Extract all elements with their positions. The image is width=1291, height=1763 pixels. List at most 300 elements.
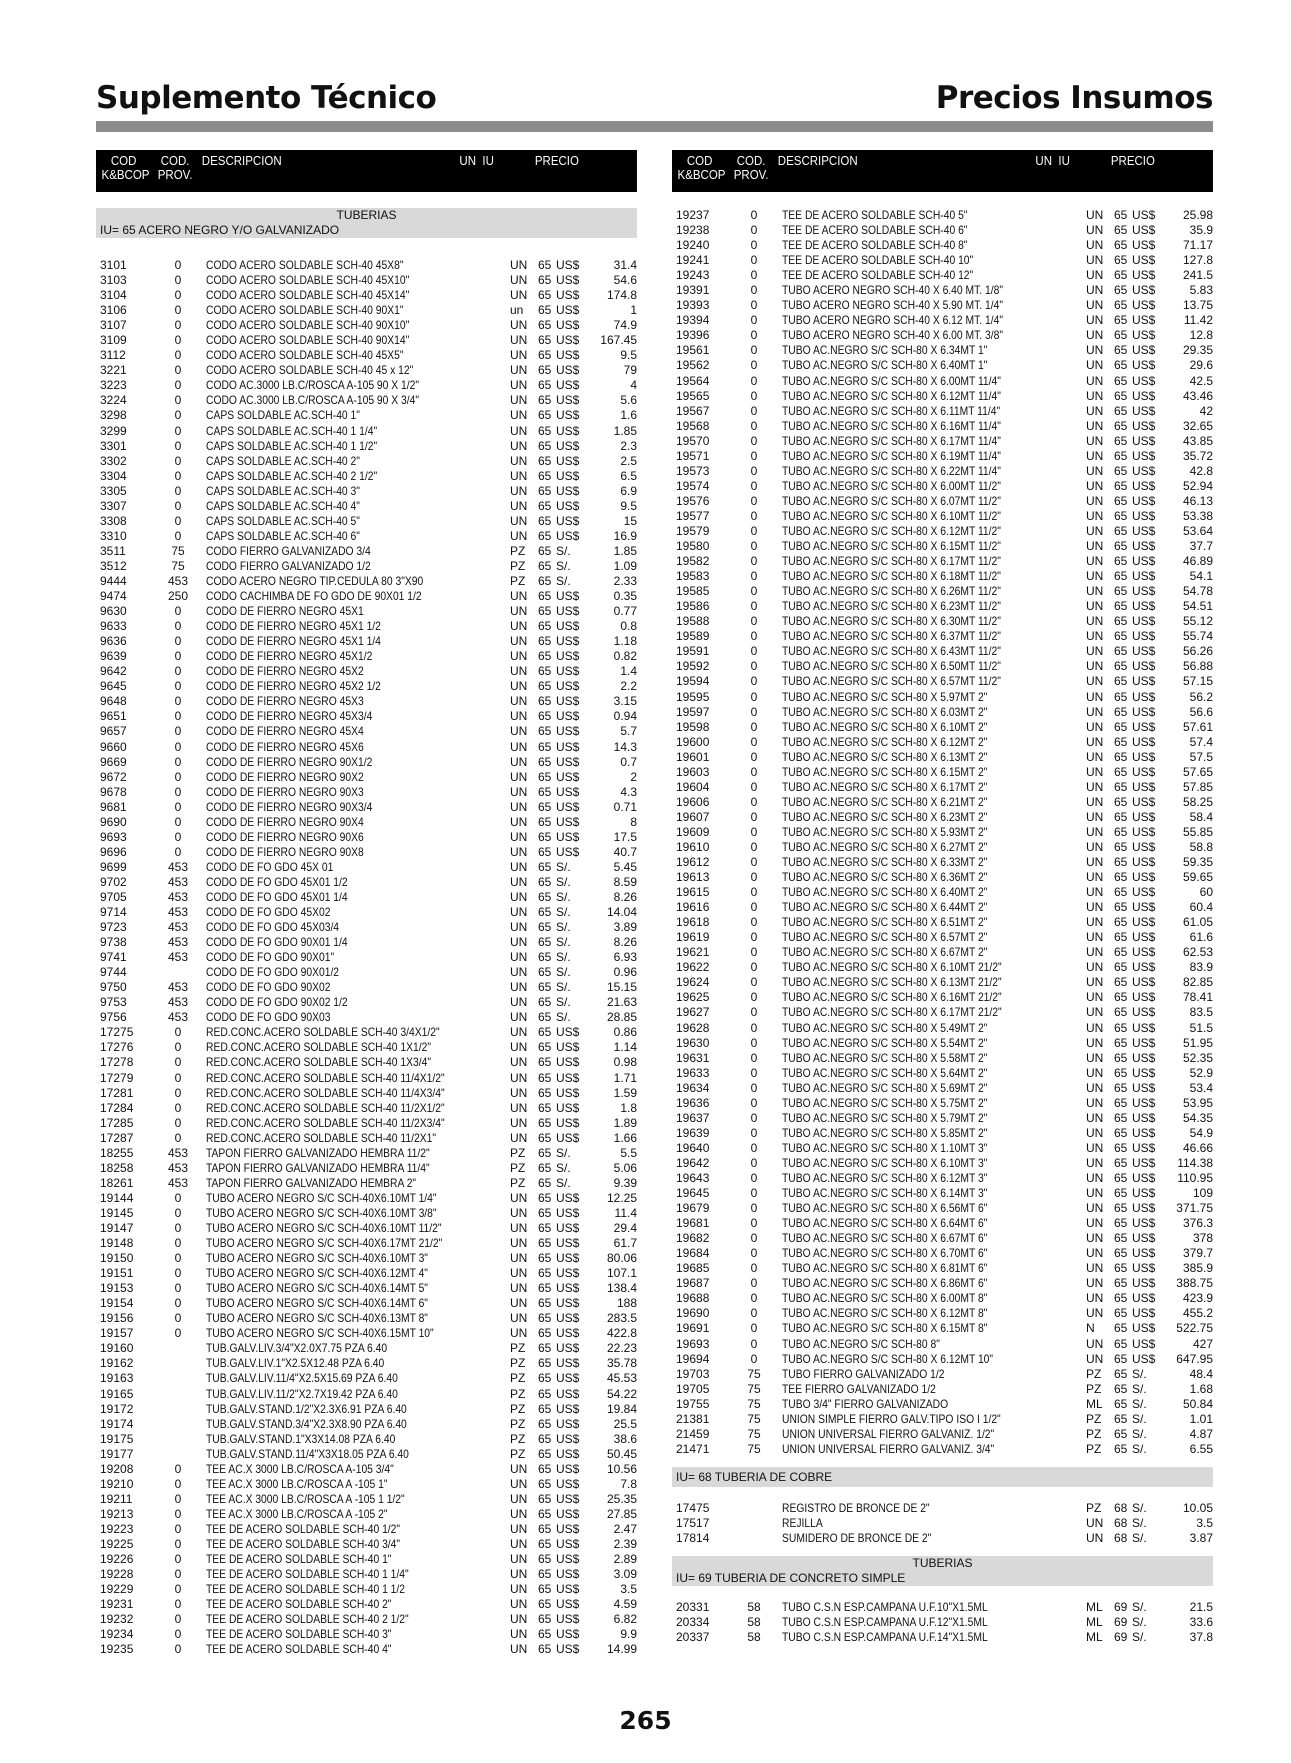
currency-cell: US$ (556, 453, 580, 468)
prov-cell: 0 (174, 423, 182, 438)
table-row (96, 288, 637, 303)
iu-cell: 65 (1114, 1291, 1128, 1306)
cod-cell: 19592 (676, 659, 710, 674)
unit-cell: UN (1086, 794, 1104, 809)
iu-cell: 65 (538, 438, 552, 453)
currency-cell: US$ (556, 1506, 580, 1521)
cod-cell: 19640 (676, 1140, 710, 1155)
price-cell: 13.75 (1182, 298, 1213, 313)
cod-cell: 17287 (100, 1130, 134, 1145)
table-row (96, 1477, 637, 1492)
prov-cell: 0 (750, 1186, 758, 1201)
price-cell: 1.18 (613, 634, 637, 649)
currency-cell: US$ (1132, 328, 1156, 343)
description-cell: CODO DE FO GDO 45X01 1/4 (206, 889, 348, 904)
currency-cell: S/. (556, 573, 571, 588)
cod-cell: 19594 (676, 674, 710, 689)
currency-cell: US$ (1132, 1080, 1156, 1095)
table-row (96, 1326, 637, 1341)
unit-cell: PZ (510, 1145, 526, 1160)
iu-cell: 65 (538, 889, 552, 904)
cod-cell: 3223 (100, 378, 127, 393)
currency-cell: US$ (556, 1070, 580, 1085)
prov-cell: 453 (168, 950, 189, 965)
price-cell: 0.35 (613, 589, 637, 604)
page-number: 265 (619, 1706, 672, 1735)
description-cell: CODO AC.3000 LB.C/ROSCA A-105 90 X 1/2" (206, 378, 420, 393)
iu-cell: 65 (1114, 749, 1128, 764)
cod-cell: 19631 (676, 1050, 710, 1065)
iu-cell: 65 (538, 1281, 552, 1296)
currency-cell: US$ (1132, 493, 1156, 508)
currency-cell: US$ (1132, 1336, 1156, 1351)
unit-cell: UN (1086, 930, 1104, 945)
prov-cell: 0 (174, 468, 182, 483)
unit-cell: UN (510, 1597, 528, 1612)
unit-cell: UN (510, 498, 528, 513)
prov-cell: 0 (174, 1221, 182, 1235)
description-cell: TUBO AC.NEGRO S/C SCH-80 X 6.12MT 11/2" (782, 523, 1001, 538)
unit-cell: UN (510, 1296, 528, 1311)
prov-cell: 0 (750, 373, 758, 388)
cod-cell: 19151 (100, 1266, 134, 1281)
prov-cell: 0 (750, 569, 758, 584)
prov-cell: 0 (750, 779, 758, 794)
cod-cell: 19568 (676, 418, 710, 433)
price-cell: 46.89 (1182, 554, 1213, 569)
currency-cell: US$ (1132, 569, 1156, 584)
description-cell: TUBO AC.NEGRO S/C SCH-80 X 6.67MT 6" (782, 1231, 988, 1246)
unit-cell: UN (510, 980, 528, 995)
price-cell: 16.9 (613, 528, 637, 543)
price-cell: 71.17 (1182, 238, 1213, 253)
unit-cell: UN (510, 348, 528, 363)
cod-cell: 19622 (676, 960, 710, 975)
currency-cell: US$ (1132, 208, 1156, 222)
cod-cell: 19564 (676, 373, 710, 388)
section-title: TUBERIAS (912, 1556, 973, 1571)
description-cell: CODO DE FIERRO NEGRO 45X6 (206, 739, 364, 754)
currency-cell: US$ (1132, 975, 1156, 990)
cod-cell: 3224 (100, 393, 127, 408)
price-cell: 31.4 (613, 258, 637, 272)
prov-cell: 58 (747, 1615, 761, 1630)
price-cell: 80.06 (606, 1251, 637, 1266)
unit-cell: UN (1086, 1306, 1104, 1321)
currency-cell: US$ (556, 333, 580, 348)
price-cell: 57.85 (1182, 779, 1213, 794)
price-cell: 1.6 (620, 408, 637, 423)
iu-cell: 65 (1114, 1306, 1128, 1321)
prov-cell: 0 (750, 1095, 758, 1110)
price-cell: 11.42 (1183, 313, 1213, 328)
currency-cell: S/. (1132, 1426, 1147, 1441)
iu-cell: 65 (538, 318, 552, 333)
price-cell: 1.59 (613, 1085, 637, 1100)
iu-cell: 65 (1114, 674, 1128, 689)
cod-cell: 19226 (100, 1552, 134, 1567)
prov-cell: 0 (750, 448, 758, 463)
cod-cell: 19645 (676, 1186, 710, 1201)
table-row (96, 1055, 637, 1070)
description-cell: TUBO AC.NEGRO S/C SCH-80 X 6.10MT 3" (782, 1155, 988, 1170)
iu-cell: 65 (1114, 1186, 1128, 1201)
price-cell: 6.82 (613, 1612, 637, 1627)
prov-cell: 0 (174, 784, 182, 799)
price-cell: 2.33 (613, 573, 637, 588)
table-row (96, 800, 637, 815)
iu-cell: 65 (1114, 584, 1128, 599)
price-cell: 423.9 (1182, 1291, 1213, 1306)
table-row (672, 915, 1213, 930)
currency-cell: US$ (556, 483, 580, 498)
cod-cell: 19228 (100, 1567, 134, 1582)
cod-cell: 19639 (676, 1125, 710, 1140)
iu-cell: 65 (1114, 1336, 1128, 1351)
cod-cell: 19235 (100, 1642, 134, 1657)
unit-cell: UN (1086, 990, 1104, 1005)
iu-cell: 65 (538, 408, 552, 423)
table-row (672, 328, 1213, 343)
table-row (96, 363, 637, 378)
table-row (96, 1507, 637, 1522)
currency-cell: US$ (556, 1416, 580, 1431)
price-cell: 2.39 (613, 1536, 637, 1551)
iu-cell: 65 (538, 1205, 552, 1220)
prov-cell: 0 (174, 709, 182, 724)
table-row (672, 1156, 1213, 1171)
currency-cell: US$ (1132, 794, 1156, 809)
price-cell: 174.8 (606, 288, 637, 303)
unit-cell: UN (510, 679, 528, 694)
description-cell: TUBO AC.NEGRO S/C SCH-80 X 6.57MT 2" (782, 930, 988, 945)
price-cell: 4.59 (613, 1597, 637, 1612)
table-row (672, 1261, 1213, 1276)
iu-cell: 65 (538, 1175, 552, 1190)
description-cell: TUBO AC.NEGRO S/C SCH-80 X 6.10MT 2" (782, 719, 988, 734)
price-cell: 427 (1192, 1336, 1213, 1351)
prov-cell: 0 (750, 824, 758, 839)
prov-cell: 0 (750, 554, 758, 569)
unit-cell: UN (510, 1521, 528, 1536)
description-cell: TUBO AC.NEGRO S/C SCH-80 X 6.26MT 11/2" (782, 584, 1001, 599)
prov-cell: 75 (747, 1426, 761, 1441)
cod-cell: 19612 (676, 855, 710, 870)
unit-cell: UN (1086, 448, 1104, 463)
cod-cell: 19561 (676, 343, 710, 358)
price-cell: 46.13 (1182, 493, 1213, 508)
prov-cell: 0 (750, 418, 758, 433)
cod-cell: 19616 (676, 900, 710, 915)
iu-cell: 69 (1114, 1600, 1128, 1615)
unit-cell: UN (1086, 343, 1104, 358)
price-cell: 5.06 (613, 1160, 637, 1175)
table-row (672, 1337, 1213, 1352)
table-row (96, 965, 637, 980)
currency-cell: US$ (1132, 1291, 1156, 1306)
price-cell: 12.8 (1189, 328, 1213, 343)
cod-cell: 19175 (100, 1431, 134, 1446)
description-cell: CODO DE FIERRO NEGRO 45X2 1/2 (206, 679, 381, 694)
col-header-cod: COD K&BCOP (101, 154, 150, 182)
iu-cell: 65 (1114, 358, 1128, 373)
currency-cell: US$ (556, 799, 580, 814)
price-cell: 127.8 (1182, 253, 1213, 268)
currency-cell: S/. (556, 1175, 571, 1190)
table-header (96, 150, 637, 192)
cod-cell: 3301 (100, 438, 127, 453)
prov-cell: 0 (750, 433, 758, 448)
section-subtitle: IU= 69 TUBERIA DE CONCRETO SIMPLE (676, 1571, 906, 1586)
iu-cell: 65 (538, 1386, 552, 1401)
iu-cell: 65 (538, 1582, 552, 1597)
currency-cell: S/. (1132, 1615, 1147, 1630)
cod-cell: 9660 (100, 739, 127, 754)
description-cell: TUBO AC.NEGRO S/C SCH-80 X 6.13MT 2" (782, 749, 988, 764)
col-header-un: UN (459, 154, 477, 168)
prov-cell: 0 (174, 1100, 182, 1115)
prov-cell: 0 (750, 283, 758, 298)
cod-cell: 19562 (676, 358, 710, 373)
currency-cell: US$ (1132, 1186, 1156, 1201)
prov-cell: 453 (168, 905, 189, 920)
price-cell: 54.78 (1182, 584, 1213, 599)
cod-cell: 19604 (676, 779, 710, 794)
iu-cell: 65 (1114, 990, 1128, 1005)
description-cell: TUBO AC.NEGRO S/C SCH-80 X 6.11MT 11/4" (782, 403, 1001, 418)
unit-cell: UN (510, 273, 528, 288)
description-cell: TUB.GALV.LIV.11/2"X2.7X19.42 PZA 6.40 (206, 1386, 398, 1401)
prov-cell: 0 (750, 238, 758, 253)
currency-cell: US$ (556, 694, 580, 709)
iu-cell: 65 (538, 724, 552, 739)
unit-cell: UN (1086, 599, 1104, 614)
cod-cell: 19630 (676, 1035, 710, 1050)
price-cell: 6.93 (613, 950, 637, 965)
description-cell: CODO DE FO GDO 90X02 (206, 980, 331, 995)
prov-cell: 0 (174, 814, 182, 829)
prov-cell: 453 (168, 573, 189, 588)
description-cell: TUBO AC.NEGRO S/C SCH-80 X 6.10MT 11/2" (782, 508, 1001, 523)
table-row (96, 1131, 637, 1146)
currency-cell: S/. (556, 859, 571, 874)
currency-cell: US$ (556, 649, 580, 664)
price-cell: 58.4 (1189, 809, 1213, 824)
price-cell: 522.75 (1176, 1321, 1213, 1336)
currency-cell: US$ (1132, 644, 1156, 659)
table-row (672, 1615, 1213, 1630)
table-row (672, 1201, 1213, 1216)
unit-cell: UN (1086, 674, 1104, 689)
iu-cell: 65 (538, 258, 552, 272)
table-row (672, 795, 1213, 810)
cod-cell: 19609 (676, 824, 710, 839)
currency-cell: US$ (1132, 870, 1156, 885)
currency-cell: US$ (1132, 1020, 1156, 1035)
unit-cell: UN (510, 1612, 528, 1627)
iu-cell: 65 (538, 1461, 552, 1476)
price-cell: 51.5 (1189, 1020, 1213, 1035)
table-row (672, 1186, 1213, 1201)
description-cell: TUBO AC.NEGRO S/C SCH-80 X 6.40MT 2" (782, 885, 988, 900)
price-cell: 78.41 (1182, 990, 1213, 1005)
prov-cell: 0 (750, 719, 758, 734)
unit-cell: UN (510, 1476, 528, 1491)
cod-cell: 19588 (676, 614, 710, 629)
unit-cell: UN (1086, 1110, 1104, 1125)
table-row (672, 1397, 1213, 1412)
description-cell: CODO DE FO GDO 45X03/4 (206, 920, 340, 935)
iu-cell: 65 (538, 1085, 552, 1100)
prov-cell: 0 (750, 1171, 758, 1185)
prov-cell: 0 (750, 343, 758, 358)
price-cell: 52.9 (1189, 1065, 1213, 1080)
cod-cell: 3112 (100, 348, 126, 363)
col-header-un: UN (1035, 154, 1053, 168)
description-cell: TUBO AC.NEGRO S/C SCH-80 X 6.00MT 11/4" (782, 373, 1001, 388)
description-cell: CODO DE FIERRO NEGRO 90X2 (206, 769, 364, 784)
price-cell: 61.7 (613, 1236, 637, 1251)
table-row (96, 258, 637, 273)
price-cell: 1.85 (613, 543, 637, 558)
iu-cell: 65 (538, 920, 552, 935)
unit-cell: UN (1086, 418, 1104, 433)
table-row (672, 343, 1213, 358)
table-row (96, 454, 637, 469)
cod-cell: 3298 (100, 408, 127, 423)
prov-cell: 0 (750, 1005, 758, 1020)
description-cell: UNION UNIVERSAL FIERRO GALVANIZ. 3/4" (782, 1441, 995, 1456)
currency-cell: US$ (556, 1567, 580, 1582)
description-cell: TUBO AC.NEGRO S/C SCH-80 X 6.40MT 1" (782, 358, 988, 373)
currency-cell: US$ (556, 1055, 580, 1070)
price-cell: 4 (630, 378, 637, 393)
description-cell: CODO DE FO GDO 90X02 1/2 (206, 995, 348, 1010)
currency-cell: US$ (556, 363, 580, 378)
iu-cell: 65 (538, 1266, 552, 1281)
description-cell: CODO DE FIERRO NEGRO 90X8 (206, 844, 364, 859)
currency-cell: US$ (556, 318, 580, 333)
currency-cell: US$ (556, 1627, 580, 1642)
cod-cell: 9681 (100, 799, 127, 814)
table-row (672, 253, 1213, 268)
price-cell: 3.15 (613, 694, 637, 709)
prov-cell: 0 (750, 930, 758, 945)
description-cell: TUBO AC.NEGRO S/C SCH-80 X 6.17MT 21/2" (782, 1005, 1002, 1020)
table-row (672, 659, 1213, 674)
prov-cell: 0 (750, 749, 758, 764)
price-cell: 38.6 (613, 1431, 637, 1446)
iu-cell: 65 (538, 1040, 552, 1055)
description-cell: TUBO AC.NEGRO S/C SCH-80 X 6.17MT 11/4" (782, 433, 1001, 448)
price-cell: 53.95 (1182, 1095, 1213, 1110)
unit-cell: UN (1086, 433, 1104, 448)
unit-cell: UN (510, 408, 528, 423)
unit-cell: UN (510, 995, 528, 1010)
table-row (672, 1216, 1213, 1231)
description-cell: TUBO AC.NEGRO S/C SCH-80 X 5.58MT 2" (782, 1050, 988, 1065)
description-cell: TUBO AC.NEGRO S/C SCH-80 X 5.79MT 2" (782, 1110, 988, 1125)
table-row (672, 825, 1213, 840)
iu-cell: 65 (1114, 960, 1128, 975)
description-cell: TUB.GALV.LIV.3/4"X2.0X7.75 PZA 6.40 (206, 1341, 388, 1356)
price-cell: 0.7 (620, 754, 637, 769)
price-cell: 6.9 (620, 483, 637, 498)
cod-cell: 19570 (676, 433, 710, 448)
description-cell: TUBO C.S.N ESP.CAMPANA U.F.14"X1.5ML (782, 1630, 988, 1645)
unit-cell: ML (1086, 1630, 1103, 1645)
description-cell: TEE DE ACERO SOLDABLE SCH-40 12" (782, 268, 974, 283)
cod-cell: 19393 (676, 298, 710, 313)
cod-cell: 9741 (100, 950, 127, 965)
iu-cell: 65 (1114, 508, 1128, 523)
unit-cell: UN (1086, 629, 1104, 644)
description-cell: CODO DE FIERRO NEGRO 45X1 1/2 (206, 619, 381, 634)
prov-cell: 0 (750, 809, 758, 824)
unit-cell: ML (1086, 1600, 1103, 1615)
description-cell: TUBO ACERO NEGRO S/C SCH-40X6.12MT 4" (206, 1266, 428, 1281)
table-row (96, 1492, 637, 1507)
prov-cell: 0 (174, 483, 182, 498)
unit-cell: UN (1086, 689, 1104, 704)
price-cell: 188 (616, 1296, 637, 1311)
price-cell: 62.53 (1182, 945, 1213, 960)
price-cell: 10.56 (606, 1461, 637, 1476)
currency-cell: US$ (556, 769, 580, 784)
currency-cell: US$ (1132, 373, 1156, 388)
prov-cell: 0 (174, 258, 182, 272)
currency-cell: US$ (1132, 945, 1156, 960)
prov-cell: 0 (750, 1246, 758, 1261)
prov-cell: 0 (174, 1326, 182, 1341)
price-cell: 283.5 (606, 1311, 637, 1326)
unit-cell: N (1086, 1321, 1095, 1336)
unit-cell: PZ (510, 1175, 526, 1190)
currency-cell: US$ (1132, 1140, 1156, 1155)
cod-cell: 19682 (676, 1231, 710, 1246)
unit-cell: UN (510, 393, 528, 408)
cod-cell: 17285 (100, 1115, 134, 1130)
table-row (672, 855, 1213, 870)
unit-cell: UN (1086, 1201, 1104, 1216)
price-cell: 46.66 (1182, 1140, 1213, 1155)
description-cell: TUBO AC.NEGRO S/C SCH-80 X 6.21MT 2" (782, 794, 988, 809)
table-row (96, 408, 637, 423)
prov-cell: 0 (174, 694, 182, 709)
prov-cell: 0 (750, 1140, 758, 1155)
prov-cell: 0 (174, 724, 182, 739)
iu-cell: 65 (538, 1070, 552, 1085)
iu-cell: 65 (538, 1326, 552, 1341)
section-subtitle: IU= 65 ACERO NEGRO Y/O GALVANIZADO (100, 223, 340, 237)
price-cell: 0.71 (613, 799, 637, 814)
table-row (672, 810, 1213, 825)
price-cell: 25.98 (1182, 208, 1213, 222)
cod-cell: 17275 (100, 1025, 134, 1040)
prov-cell: 0 (174, 1506, 182, 1521)
unit-cell: UN (1086, 885, 1104, 900)
table-row (672, 690, 1213, 705)
unit-cell: UN (1086, 644, 1104, 659)
currency-cell: US$ (1132, 629, 1156, 644)
left-price-table (96, 150, 637, 1657)
cod-cell: 9642 (100, 664, 127, 679)
prov-cell: 453 (168, 1175, 189, 1190)
table-row (672, 1630, 1213, 1645)
cod-cell: 3511 (100, 543, 126, 558)
price-cell: 3.5 (1196, 1515, 1213, 1530)
iu-cell: 65 (1114, 599, 1128, 614)
